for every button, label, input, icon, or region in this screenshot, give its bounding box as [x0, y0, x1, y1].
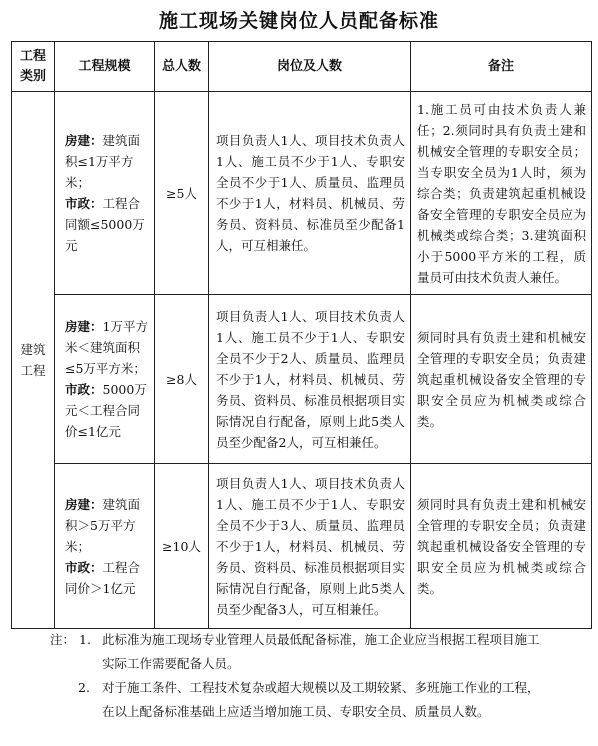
table-row [12, 464, 592, 629]
scale-cell [55, 464, 155, 629]
category-cell: 建筑工程 [12, 92, 55, 629]
scale-cell [55, 295, 155, 464]
note-item: 注： 1. 此标准为施工现场专业管理人员最低配备标准，施工企业应当根据工程项目施工实际工作需要配备人员。 [50, 632, 540, 671]
notes-prefix: 注： [50, 632, 76, 647]
table-row [12, 295, 592, 464]
total-cell: ≥8人 [155, 295, 209, 464]
remarks-cell: 须同时具有负责土建和机械安全管理的专职安全员；负责建筑起重机械设备安全管理的专职安全员应为机械类或综合类。 [411, 295, 592, 464]
notes-section [50, 628, 550, 724]
scale-cell [55, 92, 155, 295]
staffing-standard-table [11, 41, 592, 629]
header-scale: 工程规模 [55, 42, 155, 92]
note-item: 2. 对于施工条件、工程技术复杂或超大规模以及工期较紧、多班施工作业的工程，在以上配备标准基础上应适当增加施工员、专职安全员、质量员人数。 [78, 680, 540, 719]
total-cell: ≥10人 [155, 464, 209, 629]
building-scale: 房建：建筑面积≤1万平方米； [65, 133, 141, 190]
document-title: 施工现场关键岗位人员配备标准 [158, 10, 439, 32]
building-scale: 房建：建筑面积＞5万平方米； [65, 496, 141, 554]
header-category: 工程类别 [12, 42, 55, 92]
building-scale: 房建：1万平方米＜建筑面积≤5万平方米； [65, 319, 148, 376]
remarks-cell: 须同时具有负责土建和机械安全管理的专职安全员；负责建筑起重机械设备安全管理的专职安全员应为机械类或综合类。 [411, 464, 592, 629]
total-cell: ≥5人 [155, 92, 209, 295]
positions-cell: 项目负责人1人、项目技术负责人1人、施工员不少于1人、专职安全员不少于1人、质量员、监理员不少于1人，材料员、机械员、劳务员、资料员、标准员至少配备1人，可互相兼任。 [209, 92, 411, 295]
remarks-cell: 1.施工员可由技术负责人兼任；2.须同时具有负责土建和机械安全管理的专职安全员；当专职安全员为1人时，须为综合类；负责建筑起重机械设备安全管理的专职安全员应为机械类或综合类；3.建筑面积小于5000平方米的工程，质量员可由技术负责人兼任。 [411, 92, 592, 295]
header-remarks: 备注 [411, 42, 592, 92]
positions-cell: 项目负责人1人、项目技术负责人1人、施工员不少于1人、专职安全员不少于3人、质量员、监理员不少于1人，材料员、机械员、劳务员、资料员、标准员根据项目实际情况自行配备，原则上此5类人员至少配备3人，可互相兼任。 [209, 464, 411, 629]
header-total: 总人数 [155, 42, 209, 92]
municipal-scale: 市政：5000万元＜工程合同价≤1亿元 [65, 382, 147, 439]
table-row [12, 92, 592, 295]
municipal-scale: 市政：工程合同额≤5000万元 [65, 196, 145, 253]
header-positions: 岗位及人数 [209, 42, 411, 92]
positions-cell: 项目负责人1人、项目技术负责人1人、施工员不少于1人、专职安全员不少于2人、质量员、监理员不少于1人，材料员、机械员、劳务员、资料员、标准员根据项目实际情况自行配备，原则上此5类人员至少配备2人，可互相兼任。 [209, 295, 411, 464]
table-header-row [12, 42, 592, 92]
municipal-scale: 市政：工程合同价＞1亿元 [65, 559, 141, 596]
